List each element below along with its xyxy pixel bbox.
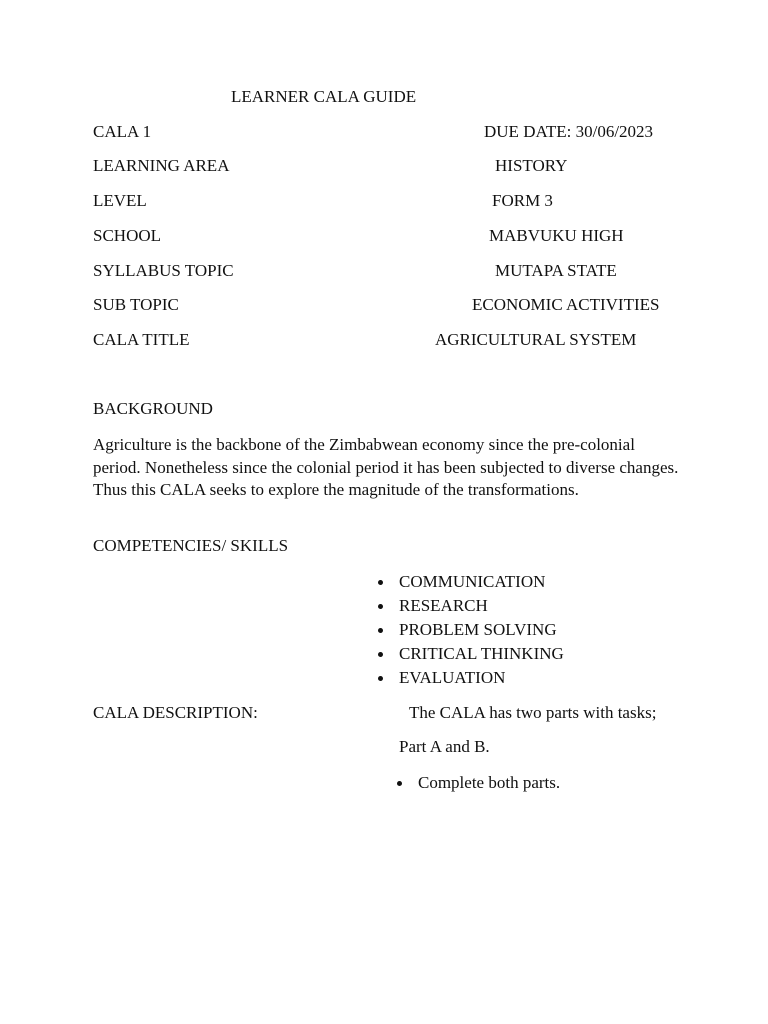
- row-label-cala: CALA 1: [93, 122, 152, 141]
- description-heading: CALA DESCRIPTION:: [93, 703, 258, 722]
- competencies-list: [376, 572, 564, 692]
- competency-item: [376, 596, 564, 620]
- competency-label: CRITICAL THINKING: [399, 644, 564, 663]
- competencies-heading: COMPETENCIES/ SKILLS: [93, 536, 289, 555]
- bullet-icon: [378, 676, 383, 681]
- row-label-learning-area: LEARNING AREA: [93, 156, 230, 175]
- bullet-icon: [378, 580, 383, 585]
- competency-item: [376, 572, 564, 596]
- description-bullet: [395, 773, 560, 793]
- row-value-school: MABVUKU HIGH: [489, 226, 624, 245]
- description-line-2: Part A and B.: [399, 737, 490, 756]
- bullet-icon: [378, 604, 383, 609]
- row-value-sub-topic: ECONOMIC ACTIVITIES: [472, 295, 660, 314]
- row-label-sub-topic: SUB TOPIC: [93, 295, 179, 314]
- bullet-icon: [397, 781, 402, 786]
- row-value-cala-title: AGRICULTURAL SYSTEM: [435, 330, 637, 349]
- background-heading: BACKGROUND: [93, 399, 213, 418]
- competency-label: RESEARCH: [399, 596, 488, 615]
- row-label-level: LEVEL: [93, 191, 147, 210]
- row-value-due-date: DUE DATE: 30/06/2023: [484, 122, 654, 141]
- row-value-learning-area: HISTORY: [495, 156, 568, 175]
- competency-label: COMMUNICATION: [399, 572, 546, 591]
- row-value-syllabus-topic: MUTAPA STATE: [495, 261, 617, 280]
- competency-label: EVALUATION: [399, 668, 506, 687]
- row-label-school: SCHOOL: [93, 226, 162, 245]
- row-label-cala-title: CALA TITLE: [93, 330, 190, 349]
- description-bullet-label: Complete both parts.: [418, 773, 561, 792]
- competency-label: PROBLEM SOLVING: [399, 620, 557, 639]
- bullet-icon: [378, 628, 383, 633]
- document-title: LEARNER CALA GUIDE: [231, 87, 417, 106]
- bullet-icon: [378, 652, 383, 657]
- background-paragraph: Agriculture is the backbone of the Zimbabwean economy since the pre-colonial period. Nonetheless since the colonial period it has been subjected to diverse changes. Thus this CALA seeks to explore the magnitude of the transformations.: [93, 435, 679, 499]
- competency-item: [376, 644, 564, 668]
- row-label-syllabus-topic: SYLLABUS TOPIC: [93, 261, 234, 280]
- competency-item: [376, 668, 564, 692]
- competency-item: [376, 620, 564, 644]
- description-line-1: The CALA has two parts with tasks;: [409, 703, 657, 722]
- row-value-level: FORM 3: [492, 191, 553, 210]
